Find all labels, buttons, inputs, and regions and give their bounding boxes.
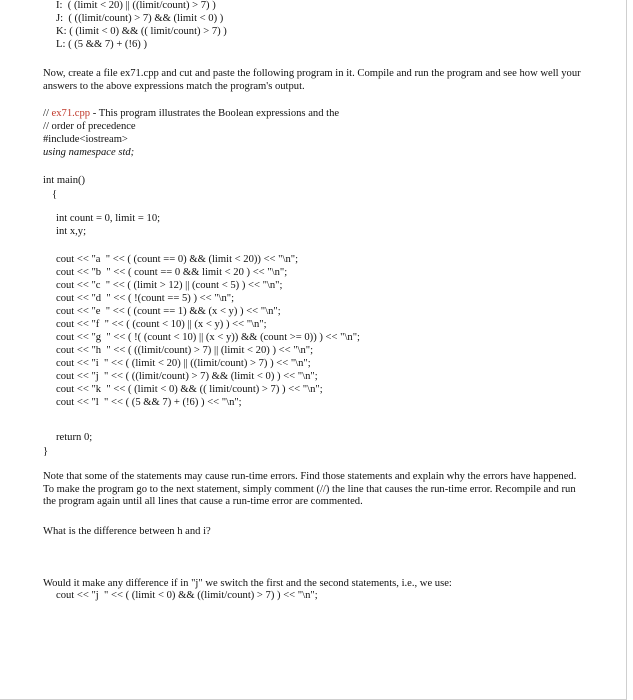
expression-j: J: ( ((limit/count) > 7) && (limit < 0) ) [56,13,224,24]
program-filename: ex71.cpp [51,108,91,119]
cout-line-l: cout << "l " << ( (5 && 7) + (!6) ) << "\n"; [56,397,242,408]
cout-line-b: cout << "b " << ( count == 0 && limit < 20 ) << "\n"; [56,267,288,278]
program-include: #include<iostream> [43,134,128,145]
program-using: using namespace std; [43,147,135,158]
program-comment-line [43,108,339,120]
program-return: return 0; [56,432,93,443]
program-close-brace: } [43,446,49,457]
expression-l: L: ( (5 && 7) + (!6) ) [56,39,147,50]
comment-prefix: // [43,108,52,119]
expression-i: I: ( (limit < 20) || ((limit/count) > 7) ) [56,0,216,11]
cout-line-h: cout << "h " << ( ((limit/count) > 7) || (limit < 20) ) << "\n"; [56,345,314,356]
cout-line-g: cout << "g " << ( !( (count < 10) || (x < y)) && (count >= 0)) ) << "\n"; [56,332,360,343]
program-decl-xy: int x,y; [56,226,87,237]
program-open-brace: { [52,189,58,200]
question-difference-h-i: What is the difference between h and i? [43,526,211,537]
cout-line-f: cout << "f " << ( (count < 10) || (x < y) ) << "\n"; [56,319,267,330]
cout-line-k: cout << "k " << ( (limit < 0) && (( limit/count) > 7) ) << "\n"; [56,384,323,395]
cout-line-a: cout << "a " << ( (count == 0) && (limit < 20)) << "\n"; [56,254,299,265]
cout-line-e: cout << "e " << ( (count == 1) && (x < y) ) << "\n"; [56,306,281,317]
program-main-signature: int main() [43,175,86,186]
cout-line-i: cout << "i " << ( (limit < 20) || ((limit/count) > 7) ) << "\n"; [56,358,311,369]
expression-k: K: ( (limit < 0) && (( limit/count) > 7) ) [56,26,227,37]
cout-line-c: cout << "c " << ( (limit > 12) || (count < 5) ) << "\n"; [56,280,283,291]
program-comment-order: // order of precedence [43,121,136,132]
program-decl-count-limit: int count = 0, limit = 10; [56,213,161,224]
cout-line-d: cout << "d " << ( !(count == 5) ) << "\n"; [56,293,235,304]
instructions-paragraph: Now, create a file ex71.cpp and cut and paste the following program in it. Compile and run the program and see how well your answers to the above expressions match the program's output. [43,68,581,92]
note-paragraph: Note that some of the statements may cause run-time errors. Find those statements and explain why the errors have happened. To make the program go to the next statement, simply comment (//) the line that causes the run-time error. Recompile and run the program again until all lines that cause a run-time error are commented. [43,471,577,507]
question-switch-j: Would it make any difference if in "j" we switch the first and the second statements, i.e., we use: [43,578,452,589]
cout-line-j: cout << "j " << ( ((limit/count) > 7) && (limit < 0) ) << "\n"; [56,371,318,382]
comment-rest: - This program illustrates the Boolean expressions and the [90,108,340,119]
question-j-code: cout << "j " << ( (limit < 0) && ((limit/count) > 7) ) << "\n"; [56,590,318,601]
page-border-right [626,0,627,700]
